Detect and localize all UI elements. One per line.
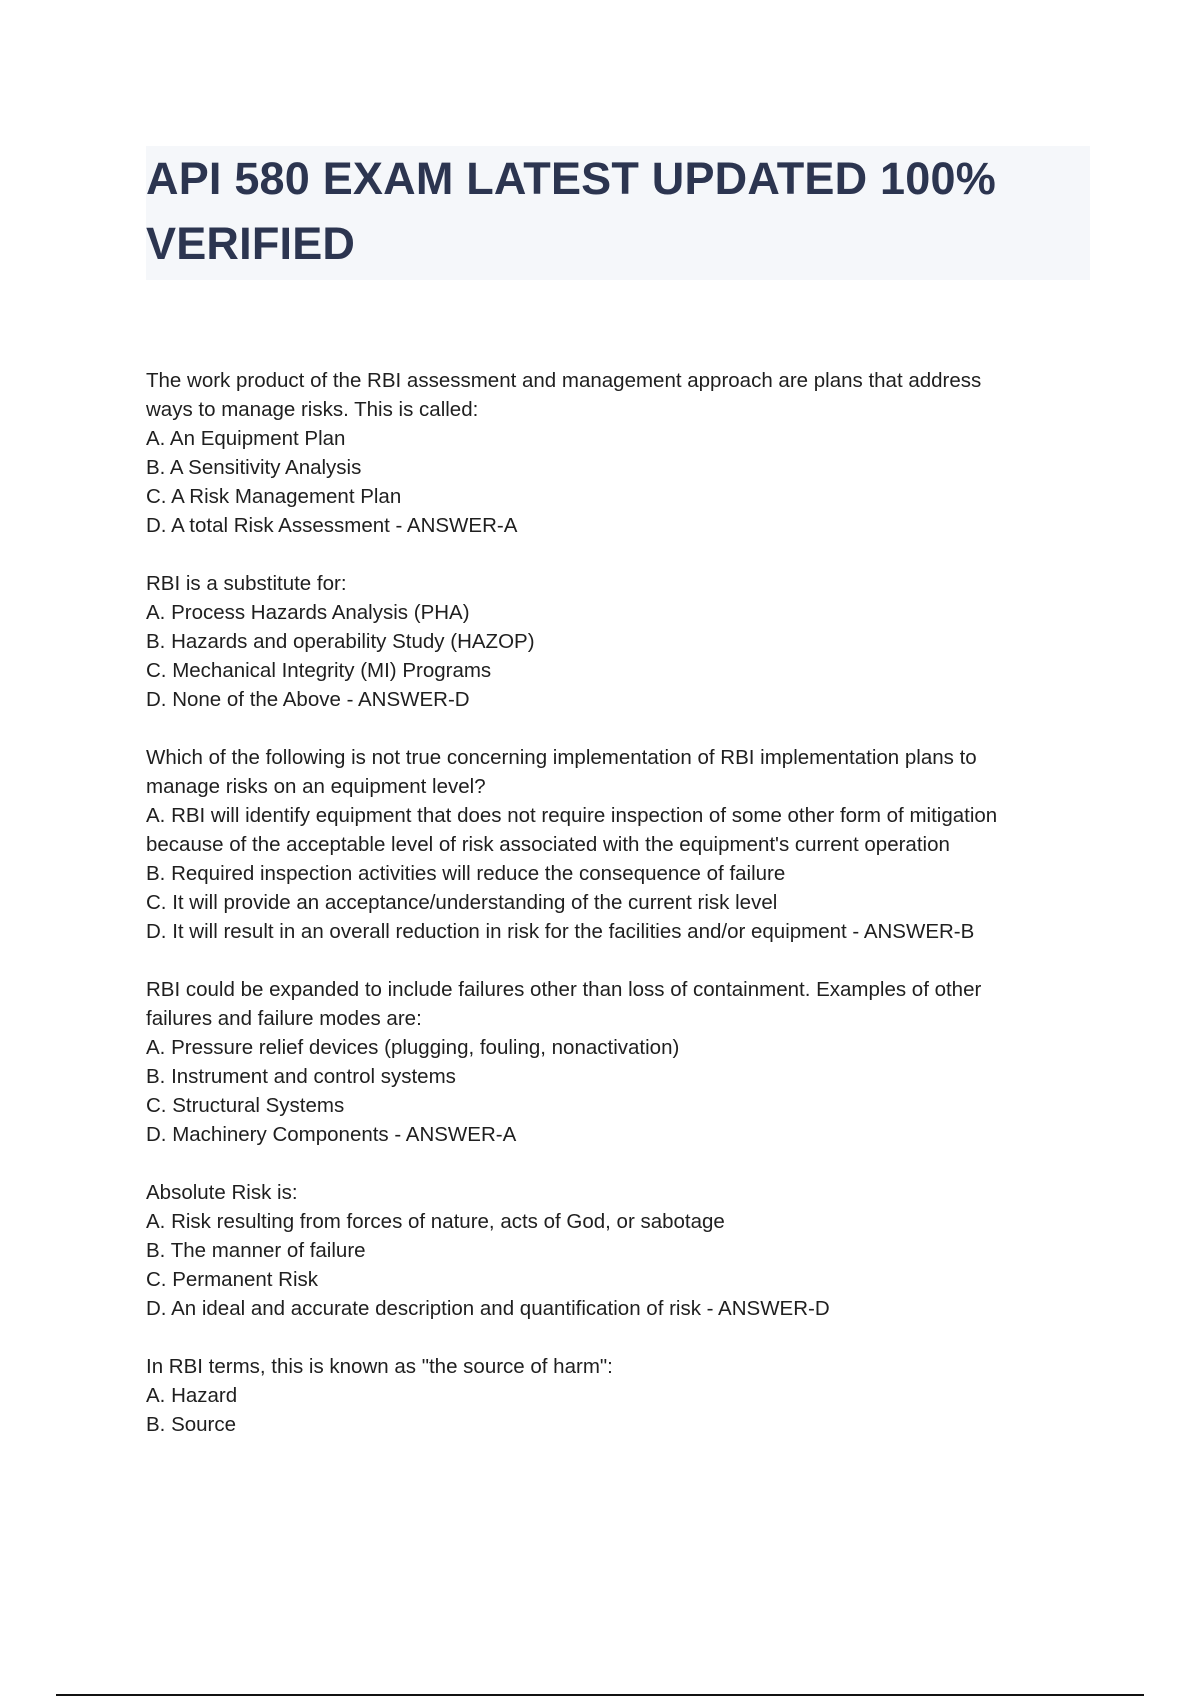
answer-option: A. RBI will identify equipment that does not require inspection of some other form of mitigation bbox=[146, 804, 998, 827]
question-block-5 bbox=[146, 1178, 1086, 1323]
title-banner bbox=[146, 146, 1090, 280]
answer-option: D. None of the Above - ANSWER-D bbox=[146, 688, 470, 711]
title-line-2: VERIFIED bbox=[146, 218, 356, 269]
footer-divider bbox=[56, 1694, 1144, 1696]
question-text: In RBI terms, this is known as "the source of harm": bbox=[146, 1355, 613, 1378]
question-list bbox=[146, 366, 1086, 1468]
answer-option: B. Instrument and control systems bbox=[146, 1065, 456, 1088]
question-text: manage risks on an equipment level? bbox=[146, 775, 486, 798]
answer-option: C. A Risk Management Plan bbox=[146, 485, 402, 508]
answer-option: A. An Equipment Plan bbox=[146, 427, 346, 450]
question-block-6 bbox=[146, 1352, 1086, 1439]
question-block-2 bbox=[146, 569, 1086, 714]
answer-option: C. Mechanical Integrity (MI) Programs bbox=[146, 659, 492, 682]
question-text: Absolute Risk is: bbox=[146, 1181, 298, 1204]
answer-option: A. Pressure relief devices (plugging, fouling, nonactivation) bbox=[146, 1036, 680, 1059]
answer-option: B. A Sensitivity Analysis bbox=[146, 456, 362, 479]
question-text: RBI is a substitute for: bbox=[146, 572, 347, 595]
answer-option: C. It will provide an acceptance/understanding of the current risk level bbox=[146, 891, 778, 914]
title-line-1: API 580 EXAM LATEST UPDATED 100% bbox=[146, 153, 996, 204]
question-block-4 bbox=[146, 975, 1086, 1149]
answer-option: D. A total Risk Assessment - ANSWER-A bbox=[146, 514, 518, 537]
question-text: Which of the following is not true concerning implementation of RBI implementation plans to bbox=[146, 746, 977, 769]
answer-option: B. Hazards and operability Study (HAZOP) bbox=[146, 630, 535, 653]
answer-option: A. Process Hazards Analysis (PHA) bbox=[146, 601, 470, 624]
answer-option: D. It will result in an overall reduction in risk for the facilities and/or equipment - ANSWER-B bbox=[146, 920, 975, 943]
question-block-1 bbox=[146, 366, 1086, 540]
question-block-3 bbox=[146, 743, 1086, 946]
question-text: The work product of the RBI assessment and management approach are plans that address bbox=[146, 369, 982, 392]
answer-option: because of the acceptable level of risk associated with the equipment's current operation bbox=[146, 833, 950, 856]
answer-option: C. Structural Systems bbox=[146, 1094, 345, 1117]
question-text: RBI could be expanded to include failures other than loss of containment. Examples of other bbox=[146, 978, 982, 1001]
question-text: ways to manage risks. This is called: bbox=[146, 398, 479, 421]
answer-option: A. Hazard bbox=[146, 1384, 238, 1407]
answer-option: B. Source bbox=[146, 1413, 237, 1436]
answer-option: B. Required inspection activities will reduce the consequence of failure bbox=[146, 862, 786, 885]
answer-option: C. Permanent Risk bbox=[146, 1268, 319, 1291]
answer-option: B. The manner of failure bbox=[146, 1239, 366, 1262]
answer-option: A. Risk resulting from forces of nature, acts of God, or sabotage bbox=[146, 1210, 725, 1233]
answer-option: D. Machinery Components - ANSWER-A bbox=[146, 1123, 517, 1146]
document-title bbox=[146, 146, 1090, 276]
answer-option: D. An ideal and accurate description and quantification of risk - ANSWER-D bbox=[146, 1297, 830, 1320]
question-text: failures and failure modes are: bbox=[146, 1007, 422, 1030]
